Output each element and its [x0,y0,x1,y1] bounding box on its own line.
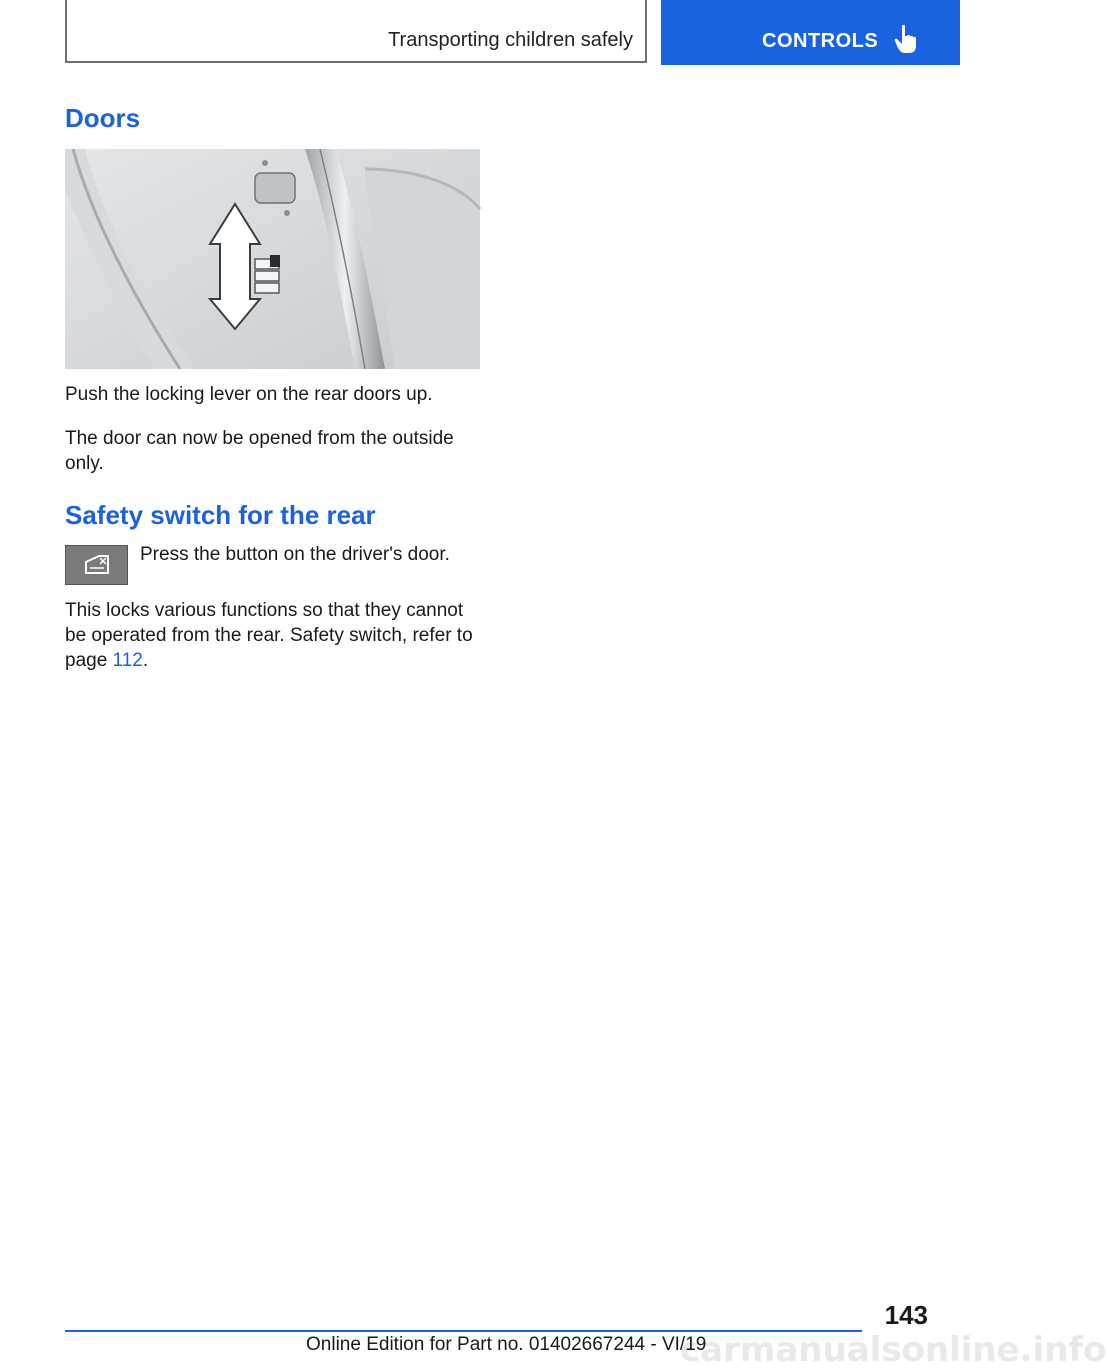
controls-tab[interactable] [661,0,960,65]
window-lock-button-icon [65,545,128,585]
safety-switch-instruction: Press the button on the driver's door. [140,544,450,565]
safety-switch-period: . [142,650,149,671]
doors-paragraph-2: The door can now be opened from the outside only. [65,428,454,474]
safety-switch-text: This locks various functions so that they cannot be operated from the rear. Safety switch, refer to page [65,600,473,671]
watermark: carmanualsonline.info [680,1330,1107,1370]
page-number: 143 [884,1300,928,1330]
safety-switch-heading: Safety switch for the rear [65,500,376,530]
hand-pointing-icon [894,24,920,54]
safety-switch-paragraph [65,598,485,673]
header-box [65,0,647,63]
doors-paragraph-1: Push the locking lever on the rear doors up. [65,384,433,405]
edition-text: Online Edition for Part no. 01402667244 - VI/19 [306,1334,707,1355]
doors-heading: Doors [65,103,141,133]
page-reference-link[interactable]: 112 [112,650,143,671]
door-locking-lever-illustration [65,149,480,369]
section-title: Transporting children safely [388,29,633,51]
controls-tab-label: CONTROLS [762,30,879,52]
